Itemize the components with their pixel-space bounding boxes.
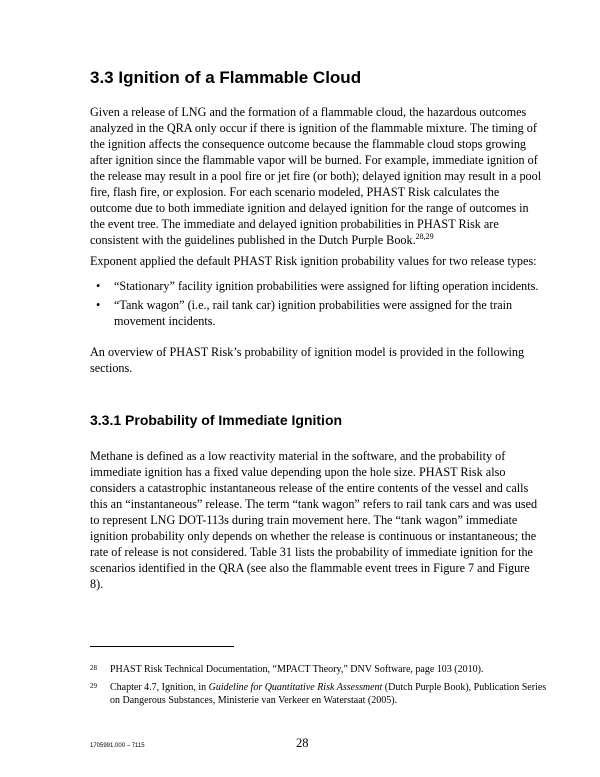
section-paragraph-1-text: Given a release of LNG and the formation of a flammable cloud, the hazardous outcomes analyzed in the QRA only occur if there is ignition of the flammable mixture. The timing of the ignition affects the consequence outcome because the flammable cloud stops growing after ignition since the flammable vapor will be burned. For example, immediate ignition of the release may result in a pool fire or jet fire (or both); delayed ignition may result in a pool fire, flash fire, or explosion. For each scenario modeled, PHAST Risk calculates the outcome due to both immediate ignition and delayed ignition for the range of outcomes in the event tree. The immediate and delayed ignition probabilities in PHAST Risk are consistent with the guidelines published in the Dutch Purple Book. (90, 105, 542, 247)
section-paragraph-1 (90, 104, 542, 248)
subsection-heading: 3.3.1 Probability of Immediate Ignition (90, 412, 343, 428)
footnote-29 (90, 682, 552, 707)
footnote-text (90, 682, 552, 707)
section-heading: 3.3 Ignition of a Flammable Cloud (90, 68, 362, 87)
footnote-reference[interactable]: 28,29 (415, 231, 434, 241)
footnote-text-part: PHAST Risk Technical Documentation, “MPACT Theory,” DNV Software, page 103 (2010). (110, 664, 484, 675)
section-paragraph-3: An overview of PHAST Risk’s probability of ignition model is provided in the following sections. (90, 345, 525, 375)
footnote-divider (90, 646, 234, 647)
subsection-paragraph: Methane is defined as a low reactivity material in the software, and the probability of immediate ignition has a fixed value depending upon the hole size. PHAST Risk also considers a catastrophic instantaneous release of the entire contents of the vessel and calls this an “instantaneous” release. The term “tank wagon” refers to rail tank cars and was used to represent LNG DOT-113s during train movement here. The “tank wagon” immediate ignition probability only depends on whether the release is continuous or instantaneous; the rate of release is not considered. Table 31 lists the probability of immediate ignition for the scenarios identified in the QRA (see also the flammable event trees in Figure 7 and Figure 8). (90, 449, 538, 591)
list-item (90, 297, 545, 329)
footnote-number: 29 (90, 682, 97, 690)
footnote-number: 28 (90, 664, 97, 672)
release-type-list (90, 278, 545, 332)
list-item-text: “Stationary” facility ignition probabilities were assigned for lifting operation incidents. (114, 279, 539, 293)
list-item-text: “Tank wagon” (i.e., rail tank car) ignition probabilities were assigned for the train movement incidents. (114, 298, 513, 328)
footnote-book-title: Guideline for Quantitative Risk Assessment (208, 682, 383, 693)
section-paragraph-2: Exponent applied the default PHAST Risk ignition probability values for two release types: (90, 254, 537, 268)
footnote-text (90, 664, 552, 677)
footnote-text-part: (Dutch Purple Book), Publication Series on Dangerous Substances, Ministerie van Verkeer en Waterstaat (2005). (110, 682, 547, 706)
bullet-icon: • (96, 279, 101, 293)
list-item (90, 278, 545, 294)
footnote-text-part: Chapter 4.7, Ignition, in (110, 682, 209, 693)
bullet-icon: • (96, 298, 101, 312)
footnote-28 (90, 664, 552, 677)
document-id: 1705991.000 – 7115 (90, 743, 145, 749)
page-number: 28 (296, 736, 309, 750)
